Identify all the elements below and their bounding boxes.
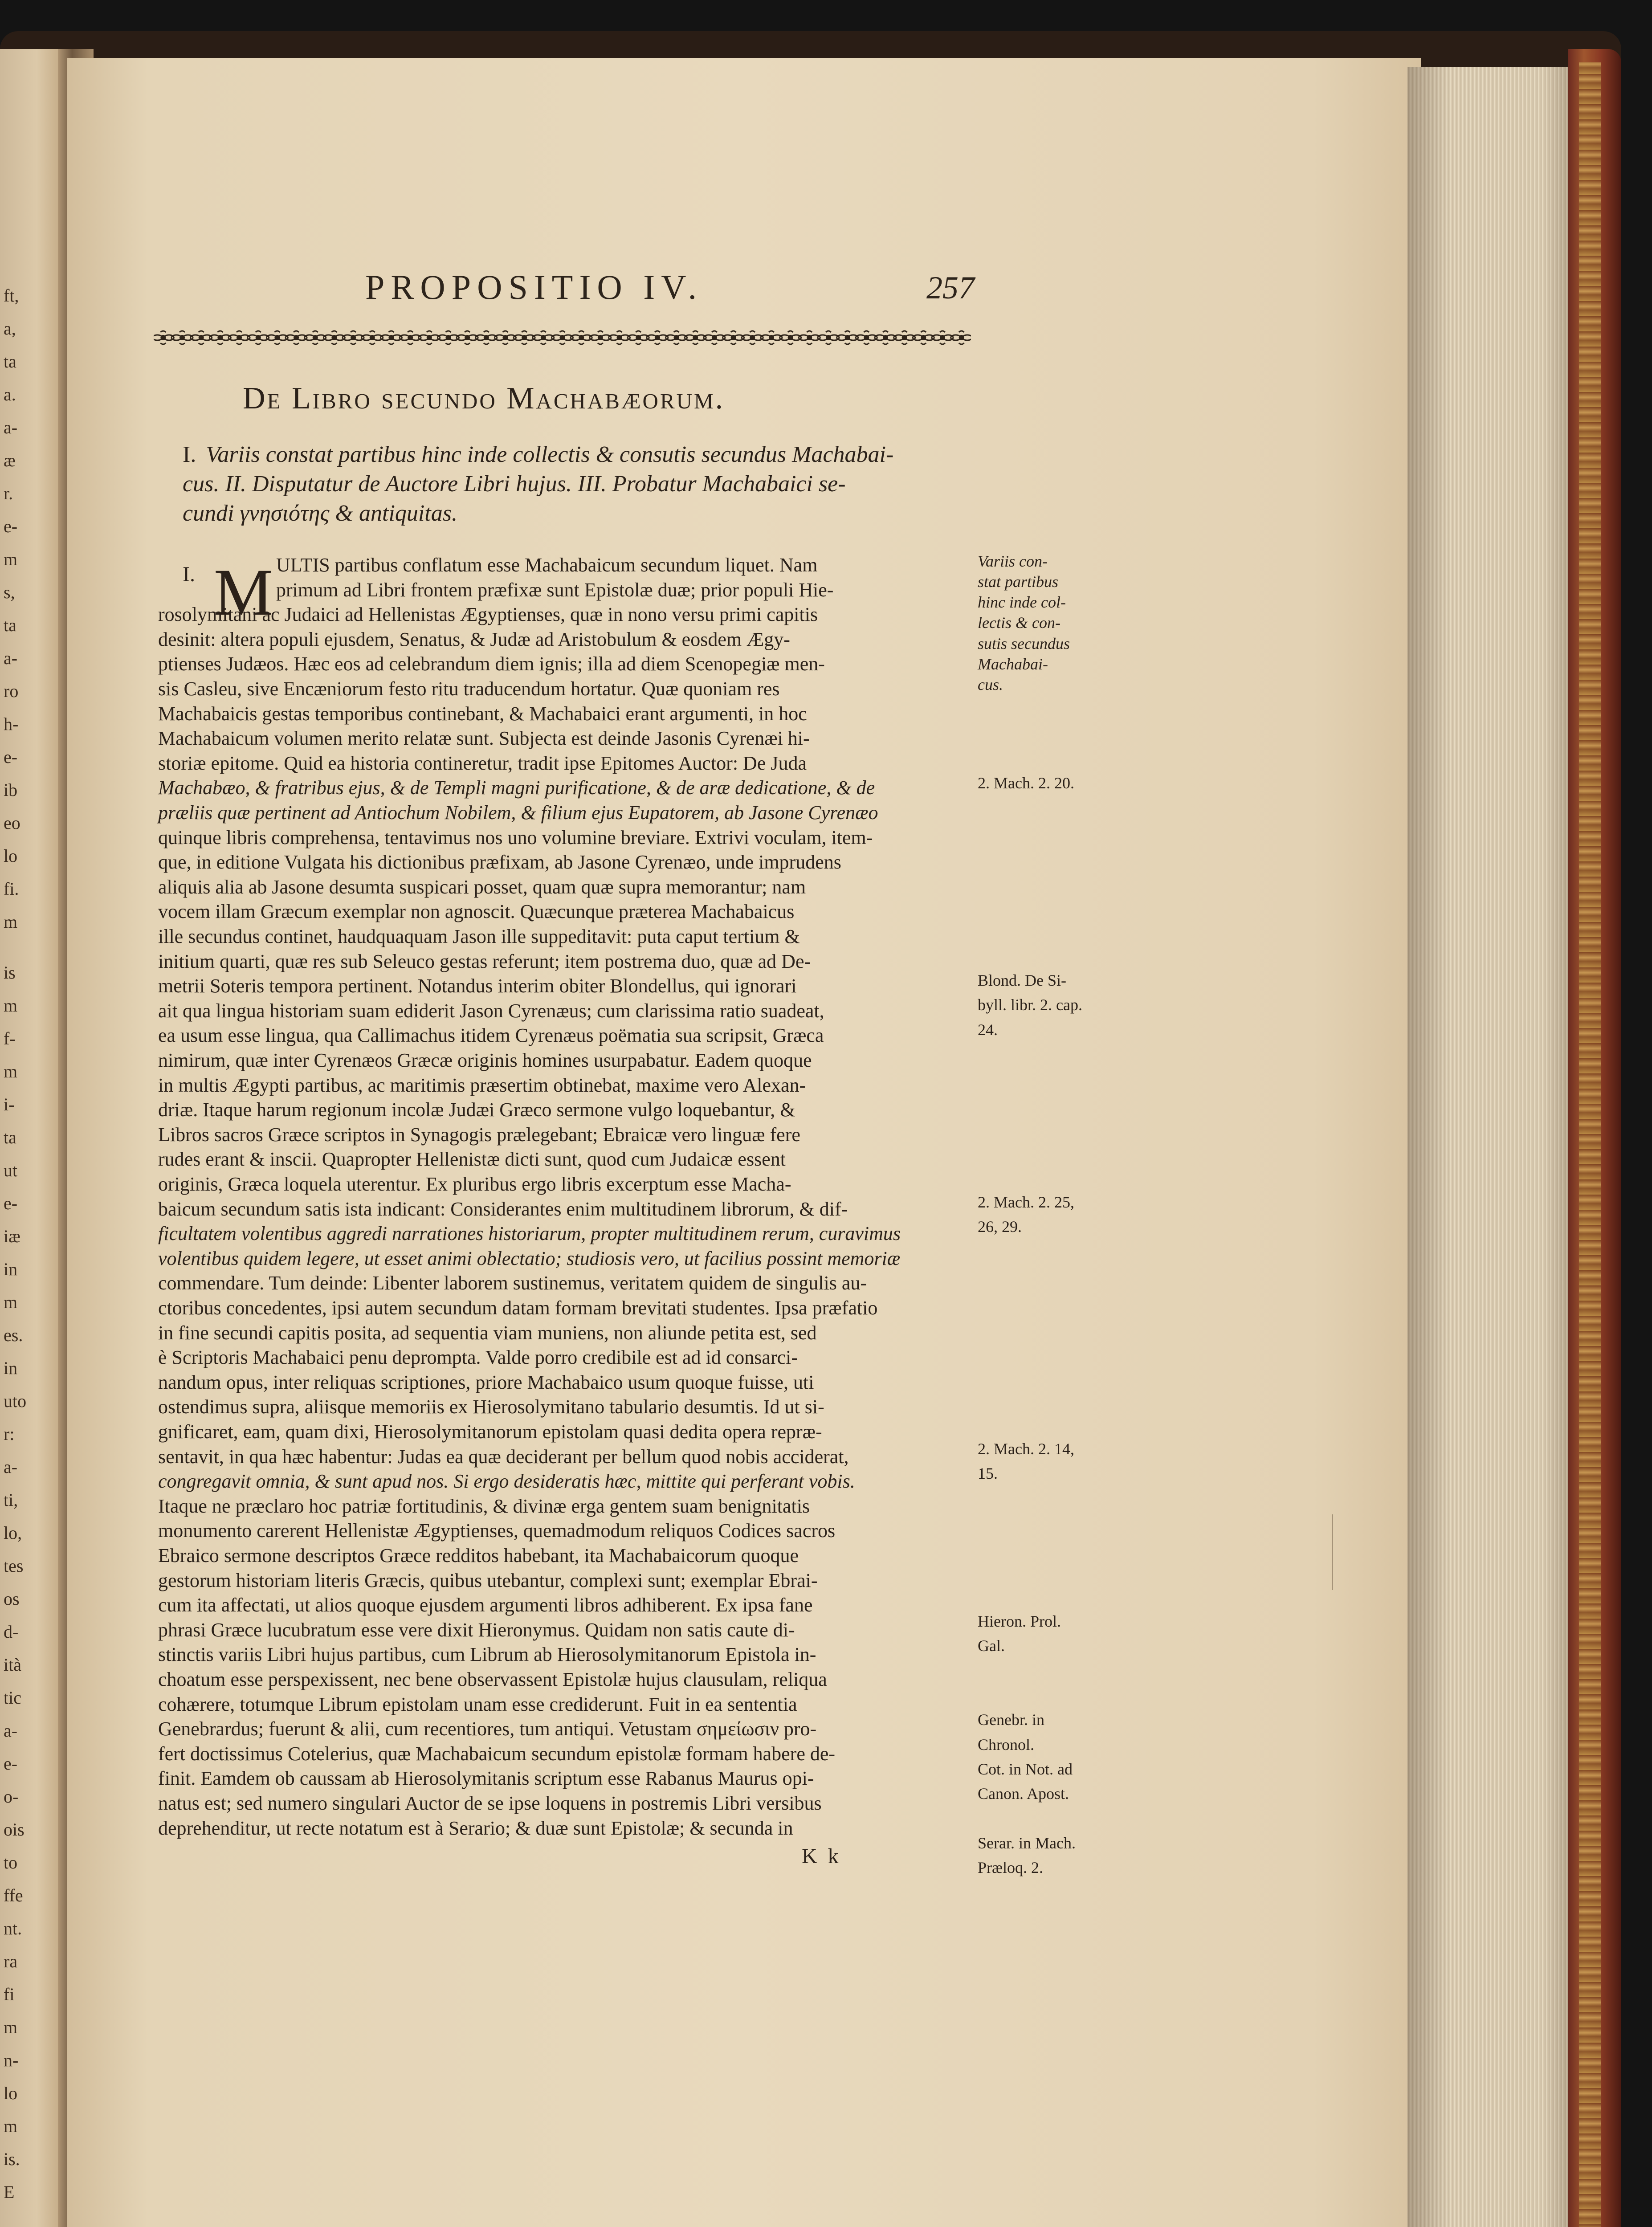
left-page-fragment: e-	[4, 516, 18, 536]
left-page-fragment: r:	[4, 1424, 15, 1444]
left-page-fragment: es.	[4, 1325, 23, 1345]
body-line: primum ad Libri frontem præfixæ sunt Epistolæ duæ; prior populi Hie-	[276, 579, 834, 601]
fleuron-ornament	[913, 331, 934, 344]
left-page-fragment: a,	[4, 318, 16, 339]
fleuron-ornament	[780, 331, 801, 344]
fleuron-ornament	[875, 331, 896, 344]
left-page-fragment: e-	[4, 1754, 18, 1774]
fleuron-ornament	[571, 331, 592, 344]
left-page-fragment: s,	[4, 582, 15, 602]
margin-note: 2. Mach. 2. 25,	[978, 1193, 1074, 1211]
margin-note: stat partibus	[978, 573, 1059, 591]
left-page-fragment: in	[4, 1358, 18, 1378]
fleuron-ornament	[628, 331, 649, 344]
fleuron-ornament	[590, 331, 611, 344]
body-line: ficultatem volentibus aggredi narrationes historiarum, propter multitudinem rerum, curavimus	[158, 1223, 901, 1245]
fleuron-ornament	[323, 331, 345, 344]
fleuron-ornament	[400, 331, 421, 344]
summary-text: cundi γνησιότης & antiquitas.	[183, 501, 457, 526]
body-line: baicum secundum satis ista indicant: Considerantes enim multitudinem librorum, & dif-	[158, 1198, 848, 1220]
fleuron-ornament	[894, 331, 915, 344]
margin-note: Hieron. Prol.	[978, 1612, 1061, 1630]
gilt-tooling	[1579, 62, 1601, 2227]
body-line: vocem illam Græcum exemplar non agnoscit. Quæcunque præterea Machabaicus	[158, 901, 795, 923]
fleuron-ornament	[533, 331, 554, 344]
margin-note: 26, 29.	[978, 1218, 1022, 1236]
margin-note: Variis con-	[978, 552, 1048, 570]
left-page-fragment: uto	[4, 1391, 27, 1411]
margin-note: Canon. Apost.	[978, 1785, 1069, 1803]
body-line: Libros sacros Græce scriptos in Synagogis prælegebant; Ebraicæ vero linguæ fere	[158, 1123, 800, 1146]
fleuron-ornament	[266, 331, 288, 344]
body-line: ctoribus concedentes, ipsi autem secundum datam formam brevitati studentes. Ipsa præfatio	[158, 1297, 878, 1319]
fleuron-ornament	[437, 331, 459, 344]
left-page-fragment: nt.	[4, 1918, 22, 1938]
left-page-fragment: fi.	[4, 879, 19, 899]
left-page-fragment: a-	[4, 417, 18, 437]
body-line: ille secundus continet, haudquaquam Jason ille suppeditavit: puta caput tertium &	[158, 926, 800, 947]
body-line: choatum esse perspexissent, nec bene observassent Epistolæ hujus clausulam, reliqua	[158, 1668, 827, 1690]
body-line: rudes erant & inscii. Quapropter Hellenistæ dicti sunt, quod cum Judaicæ essent	[158, 1148, 786, 1171]
left-page-fragment: m	[4, 549, 18, 569]
left-page-fragment: m	[4, 2017, 18, 2037]
body-line: originis, Græca loquela uterentur. Ex pluribus ergo libris excerptum esse Macha-	[158, 1173, 791, 1195]
left-page-fragment: a-	[4, 1457, 18, 1477]
body-line: ostendimus supra, aliisque memoriis ex Hierosolymitano tabulario desumtis. Id ut si-	[158, 1396, 824, 1418]
fleuron-ornament	[666, 331, 687, 344]
margin-note: lectis & con-	[978, 614, 1061, 632]
paragraph-number: I.	[183, 563, 195, 586]
margin-note: Præloq. 2.	[978, 1859, 1044, 1877]
left-page-fragment: f-	[4, 1028, 16, 1048]
fleuron-ornament	[742, 331, 763, 344]
body-line: sentavit, in qua hæc habentur: Judas ea quæ deciderant per bellum quod nobis acciderat,	[158, 1445, 849, 1468]
summary-line	[183, 500, 457, 527]
body-line: rosolymitani ac Judaici ad Hellenistas Ægyptienses, quæ in nono versu primi capitis	[158, 604, 818, 626]
fleuron-ornament	[723, 331, 744, 344]
summary-line	[183, 441, 893, 469]
fleuron-ornament	[856, 331, 877, 344]
left-page-fragment: is.	[4, 2149, 20, 2169]
body-line: stinctis variis Libri hujus partibus, cum Librum ab Hierosolymitanorum Epistola in-	[158, 1644, 816, 1666]
fleuron-ornament	[704, 331, 725, 344]
left-page-fragment: E	[4, 2182, 15, 2202]
left-page-fragment: ti,	[4, 1490, 18, 1510]
body-line: volentibus quidem legere, ut esset animi oblectatio; studiosis vero, ut facilius possint memoriæ	[158, 1247, 901, 1269]
body-line: storiæ epitome. Quid ea historia contineretur, tradit ipse Epitomes Auctor: De Juda	[158, 752, 807, 774]
ornament-band	[154, 329, 971, 347]
body-line: sis Casleu, sive Encæniorum festo ritu traducendum hortatur. Quæ quoniam res	[158, 678, 780, 700]
body-line: è Scriptoris Machabaici penu deprompta. Valde porro credibile est ad id consarci-	[158, 1346, 798, 1369]
left-page-fragment: is	[4, 963, 16, 983]
body-line: natus est; sed numero singulari Auctor de se ipse loquens in postremis Libri versibus	[158, 1792, 822, 1814]
left-page-fragment: eo	[4, 813, 20, 833]
left-page-fragment: lo	[4, 846, 18, 866]
left-page-fragment: a.	[4, 384, 16, 404]
fleuron-ornament	[305, 331, 326, 344]
fleuron-ornament	[494, 331, 516, 344]
fleuron-ornament	[228, 331, 250, 344]
fleuron-ornament	[457, 331, 478, 344]
body-line: quinque libris comprehensa, tentavimus nos uno volumine breviare. Extrivi voculam, item-	[158, 826, 873, 848]
body-line: Genebrardus; fuerunt & alii, cum recentiores, tum antiqui. Vetustam σημείωσιν pro-	[158, 1718, 817, 1740]
fleuron-ornament	[362, 331, 383, 344]
body-line: Machabaicum volumen merito relatæ sunt. Subjecta est deinde Jasonis Cyrenæi hi-	[158, 727, 810, 750]
summary-text: cus. II. Disputatur de Auctore Libri hujus. III. Probatur Machabaici se-	[183, 471, 846, 497]
fleuron-ornament	[932, 331, 953, 344]
body-line: commendare. Tum deinde: Libenter laborem sustinemus, veritatem quidem de singulis au-	[158, 1272, 867, 1294]
left-page-fragment: ut	[4, 1160, 18, 1180]
left-page-fragment: a-	[4, 1721, 18, 1741]
left-page-fragment: in	[4, 1259, 18, 1279]
fleuron-ornament	[514, 331, 535, 344]
left-page-fragment: r.	[4, 483, 13, 503]
margin-note: Chronol.	[978, 1735, 1035, 1754]
running-header: PROPOSITIO IV.	[365, 268, 703, 306]
fleuron-ornament	[286, 331, 307, 344]
fleuron-ornament	[419, 331, 440, 344]
body-line: ULTIS partibus conflatum esse Machabaicum secundum liquet. Nam	[276, 554, 818, 576]
left-page-fragment: m	[4, 1061, 18, 1081]
body-line: initium quarti, quæ res sub Seleuco gestas referunt; item postrema duo, quæ ad De-	[158, 950, 811, 972]
body-line: finit. Eamdem ob caussam ab Hierosolymitanis scriptum esse Rabanus Maurus opi-	[158, 1767, 814, 1790]
left-page-fragment: ità	[4, 1655, 21, 1675]
left-page-fragment: e-	[4, 747, 18, 767]
body-line: metrii Soteris tempora pertinent. Notandus interim obiter Blondellus, qui ignorari	[158, 975, 797, 997]
margin-note: Cot. in Not. ad	[978, 1760, 1073, 1778]
body-line: desinit: altera populi ejusdem, Senatus, & Judæ ad Aristobulum & eosdem Ægy-	[158, 628, 790, 650]
body-line: deprehenditur, ut recte notatum est à Serario; & duæ sunt Epistolæ; & secunda in	[158, 1817, 793, 1839]
left-page-fragment: to	[4, 1852, 18, 1872]
fleuron-ornament	[818, 331, 839, 344]
left-page-fragment: m	[4, 995, 18, 1016]
left-page-fragment: ra	[4, 1951, 18, 1971]
left-page-fragment: ta	[4, 1127, 16, 1147]
page-edge-shading	[1407, 67, 1577, 2227]
body-line: cum ita affectati, ut alios quoque ejusdem argumenti libros adhiberent. Ex ipsa fane	[158, 1594, 813, 1616]
body-line: ptienses Judæos. Hæc eos ad celebrandum diem ignis; illa ad diem Scenopegiæ men-	[158, 653, 825, 675]
left-page-fragment: lo	[4, 2083, 18, 2103]
fleuron-ornament	[191, 331, 212, 344]
margin-note: Machabai-	[978, 655, 1048, 673]
page-number: 257	[926, 270, 975, 306]
body-line: ait qua lingua historiam suam ediderit Jason Cyrenæus; cum clarissima ratio suadeat,	[158, 999, 824, 1022]
margin-note: Serar. in Mach.	[978, 1834, 1076, 1852]
fleuron-ornament	[837, 331, 858, 344]
margin-note: 2. Mach. 2. 20.	[978, 774, 1074, 792]
fleuron-ornament	[799, 331, 820, 344]
margin-note: byll. libr. 2. cap.	[978, 996, 1082, 1014]
fleuron-ornament	[248, 331, 269, 344]
left-page-fragment: d-	[4, 1622, 19, 1642]
fleuron-ornament	[685, 331, 706, 344]
body-line: aliquis alia ab Jasone desumta suspicari posset, quam quæ supra memorantur; nam	[158, 876, 806, 898]
left-page-fragment: ft,	[4, 286, 19, 306]
body-line: gestorum historiam literis Græcis, quibus utebantur, complexi sunt; exemplar Ebrai-	[158, 1569, 818, 1591]
left-page-fragment: ro	[4, 681, 19, 701]
summary-number: I.	[183, 442, 196, 467]
fleuron-ornament	[380, 331, 402, 344]
margin-note: cus.	[978, 675, 1003, 693]
left-page-fragment: os	[4, 1589, 20, 1609]
drop-cap: M	[214, 555, 273, 629]
body-line: in multis Ægypti partibus, ac maritimis præsertim obtinebat, maxime vero Alexan-	[158, 1074, 806, 1096]
left-page-fragment: tes	[4, 1556, 24, 1576]
fleuron-ornament	[647, 331, 668, 344]
summary-line	[183, 470, 846, 498]
body-line: Ebraico sermone descriptos Græce redditos habebant, ita Machabaicorum quoque	[158, 1545, 799, 1566]
body-line: congregavit omnia, & sunt apud nos. Si ergo desideratis hæc, mittite qui perferant vobis.	[158, 1470, 855, 1493]
margin-note: 15.	[978, 1464, 998, 1482]
left-page-fragment: m	[4, 1292, 18, 1312]
pencil-mark	[1332, 1514, 1333, 1590]
body-line: nimirum, quæ inter Cyrenæos Græcæ originis homines usurpabatur. Eadem quoque	[158, 1049, 812, 1071]
margin-note: Blond. De Si-	[978, 971, 1067, 989]
left-page-fragment: n-	[4, 2050, 19, 2070]
body-line: ea usum esse lingua, qua Callimachus itidem Cyrenæus poëmatia sua scripsit, Græca	[158, 1024, 824, 1047]
left-page-fragment: i-	[4, 1094, 15, 1114]
left-page-fragment: m	[4, 2116, 18, 2136]
body-line: nandum opus, inter reliquas scriptiones, priore Machabaico usum quoque fuisse, uti	[158, 1371, 814, 1393]
fleuron-ornament	[761, 331, 782, 344]
body-line: Itaque ne præclaro hoc patriæ fortitudinis, & divinæ erga gentem suam benignitatis	[158, 1495, 810, 1517]
left-page-fragment: æ	[4, 450, 16, 470]
fleuron-ornament	[343, 331, 364, 344]
left-page-fragment: o-	[4, 1786, 19, 1807]
left-page-fragment: tic	[4, 1688, 21, 1708]
left-page-fragment: fi	[4, 1984, 15, 2004]
body-line: monumento carerent Hellenistæ Ægyptienses, quemadmodum reliquos Codices sacros	[158, 1520, 836, 1542]
left-page-fragment: m	[4, 912, 18, 932]
section-title: De Libro secundo Machabæorum.	[243, 381, 725, 416]
fleuron-ornament	[476, 331, 497, 344]
left-page-fragment: h-	[4, 714, 19, 734]
margin-note: Gal.	[978, 1637, 1005, 1655]
margin-note: Genebr. in	[978, 1711, 1044, 1729]
fleuron-ornament	[609, 331, 630, 344]
left-page-fragment: ois	[4, 1819, 24, 1840]
left-page-fragment: ta	[4, 351, 16, 371]
left-page-fragment: lo,	[4, 1523, 22, 1543]
fleuron-ornament	[552, 331, 573, 344]
body-line: phrasi Græce lucubratum esse vere dixit Hieronymus. Quidam non satis caute di-	[158, 1619, 795, 1641]
left-page-fragment: a-	[4, 648, 18, 668]
left-page-fragment: e-	[4, 1193, 18, 1213]
margin-note: 24.	[978, 1020, 998, 1039]
body-line: Machabaicis gestas temporibus continebant, & Machabaici erant argumenti, in hoc	[158, 702, 807, 725]
body-line: præliis quæ pertinent ad Antiochum Nobilem, & filium ejus Eupatorem, ab Jasone Cyrenæo	[158, 802, 878, 824]
body-line: in fine secundi capitis posita, ad sequentia viam muniens, non aliunde petita est, sed	[158, 1322, 817, 1344]
body-line: driæ. Itaque harum regionum incolæ Judæi Græco sermone vulgo loquebantur, &	[158, 1099, 795, 1121]
margin-note: hinc inde col-	[978, 593, 1066, 612]
body-line: gnificaret, eam, quam dixi, Hierosolymitanorum epistolam quasi dedita opera repræ-	[158, 1421, 822, 1443]
signature-mark: K k	[802, 1844, 841, 1868]
margin-note: sutis secundus	[978, 634, 1070, 653]
left-page-fragment: iæ	[4, 1226, 20, 1246]
left-page-fragment: ta	[4, 615, 16, 635]
fleuron-ornament	[209, 331, 231, 344]
body-line: que, in editione Vulgata his dictionibus præfixam, ab Jasone Cyrenæo, unde imprudens	[158, 851, 841, 873]
summary-text: Variis constat partibus hinc inde collectis & consutis secundus Machabai-	[206, 442, 894, 467]
left-page-fragment: ffe	[4, 1885, 23, 1905]
left-page-fragment: ib	[4, 780, 18, 800]
margin-note: 2. Mach. 2. 14,	[978, 1440, 1074, 1458]
fleuron-ornament	[171, 331, 193, 344]
body-line: fert doctissimus Cotelerius, quæ Machabaicum secundum epistolæ formam habere de-	[158, 1742, 836, 1765]
body-line: cohærere, totumque Librum epistolam unam esse crediderunt. Fuit in ea sententia	[158, 1693, 797, 1715]
body-line: Machabæo, & fratribus ejus, & de Templi magni purificatione, & de aræ dedicatione, & de	[158, 777, 875, 799]
